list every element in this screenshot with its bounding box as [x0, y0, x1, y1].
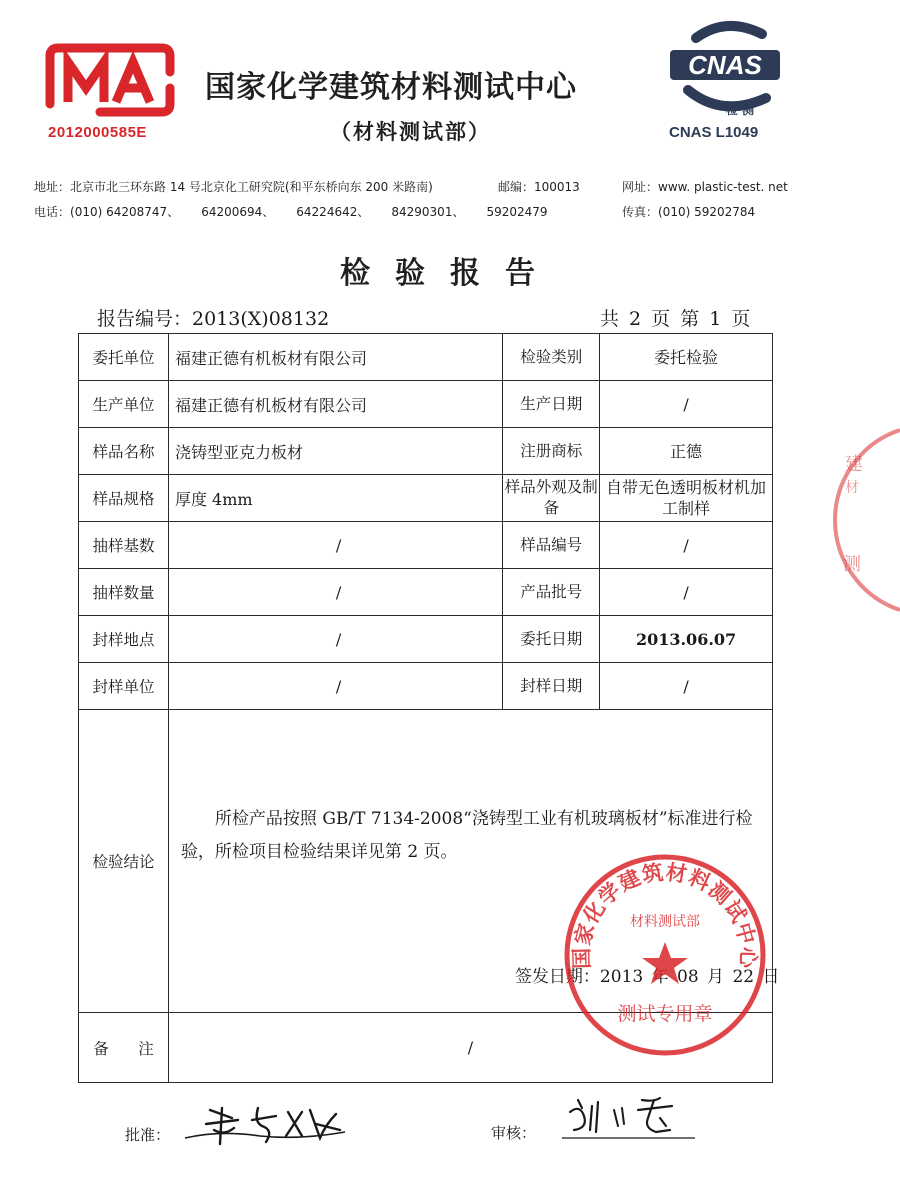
- phone-number: 64200694、: [201, 205, 275, 219]
- field-value: /: [600, 663, 773, 710]
- svg-text:建: 建: [845, 454, 863, 475]
- field-label: 样品外观及制备: [503, 475, 600, 522]
- conclusion-label: 检验结论: [79, 710, 169, 1013]
- sign-date: 签发日期：2013 年 08 月 22 日: [514, 967, 780, 987]
- phone-label: 电话：: [34, 205, 71, 219]
- remark-value: /: [168, 1013, 772, 1083]
- field-value: /: [168, 616, 502, 663]
- field-value: 自带无色透明板材机加工制样: [600, 475, 773, 522]
- field-label: 样品名称: [79, 428, 169, 475]
- field-value: 正德: [600, 428, 773, 475]
- field-value: 委托检验: [600, 334, 773, 381]
- cnas-code: CNAS L1049: [669, 124, 759, 141]
- page-count: 共 2 页 第 1 页: [600, 308, 751, 330]
- report-number-label: 报告编号：: [97, 308, 193, 330]
- field-label: 封样日期: [503, 663, 600, 710]
- table-row: [79, 475, 773, 522]
- field-label: 注册商标: [503, 428, 600, 475]
- conclusion-text: 所检产品按照 GB/T 7134-2008“浇铸型工业有机玻璃板材”标准进行检验，所检项目检验结果详见第 2 页。: [180, 809, 753, 862]
- field-value: 福建正德有机板材有限公司: [168, 381, 502, 428]
- field-value: 福建正德有机板材有限公司: [168, 334, 502, 381]
- field-value: /: [600, 569, 773, 616]
- phone-line: [34, 203, 548, 220]
- field-value: 2013.06.07: [600, 616, 773, 663]
- svg-text:材: 材: [845, 480, 859, 496]
- table-row: [79, 334, 773, 381]
- field-label: 生产日期: [503, 381, 600, 428]
- review-label: 审核：: [491, 1124, 537, 1142]
- field-label: 检验类别: [503, 334, 600, 381]
- postcode: 邮编：100013: [498, 180, 580, 194]
- phone-number: 64224642、: [296, 205, 370, 219]
- field-label: 封样地点: [79, 616, 169, 663]
- reviewer-signature: [560, 1090, 700, 1145]
- table-row: [79, 569, 773, 616]
- field-value: /: [168, 522, 502, 569]
- svg-text:检 测: 检 测: [725, 103, 755, 117]
- table-row: [79, 428, 773, 475]
- field-label: 委托单位: [79, 334, 169, 381]
- field-label: 委托日期: [503, 616, 600, 663]
- cma-logo: [40, 42, 180, 118]
- field-label: 生产单位: [79, 381, 169, 428]
- field-value: /: [168, 663, 502, 710]
- phone-number: 84290301、: [391, 205, 465, 219]
- table-row: [79, 663, 773, 710]
- svg-text:测: 测: [843, 554, 861, 575]
- cnas-logo: [666, 18, 784, 118]
- approve-label: 批准：: [125, 1126, 171, 1144]
- table-row: [79, 522, 773, 569]
- org-subtitle: （材料测试部）: [330, 120, 491, 144]
- approver-signature: [180, 1100, 350, 1150]
- field-label: 抽样基数: [79, 522, 169, 569]
- report-number-value: 2013(X)08132: [192, 308, 330, 330]
- field-value: 浇铸型亚克力板材: [168, 428, 502, 475]
- website: 网址：www. plastic-test. net: [622, 180, 788, 194]
- seal-bottom-text: 测试专用章: [617, 1003, 713, 1025]
- field-label: 样品编号: [503, 522, 600, 569]
- org-title: 国家化学建筑材料测试中心: [205, 70, 577, 105]
- field-value: /: [600, 381, 773, 428]
- field-label: 样品规格: [79, 475, 169, 522]
- cma-code: 2012000585E: [48, 124, 147, 141]
- seal-star-icon: [642, 942, 688, 984]
- document-title: 检验报告: [340, 256, 560, 291]
- fax: 传真：(010) 59202784: [622, 205, 756, 219]
- seal-ring-text: 国家化学建筑材料测试中心: [569, 860, 761, 970]
- remark-label: 备 注: [79, 1013, 169, 1083]
- field-label: 封样单位: [79, 663, 169, 710]
- address-line: 地址：北京市北三环东路 14 号北京化工研究院(和平东桥向东 200 米路南): [34, 180, 433, 194]
- phone-number: 59202479: [486, 205, 548, 219]
- field-value: /: [600, 522, 773, 569]
- field-value: 厚度 4mm: [168, 475, 502, 522]
- phone-number: (010) 64208747、: [70, 205, 180, 219]
- field-label: 抽样数量: [79, 569, 169, 616]
- table-row: [79, 616, 773, 663]
- edge-seal-fragment: [825, 420, 900, 620]
- official-seal: [560, 850, 770, 1060]
- seal-inner-text: 材料测试部: [630, 914, 700, 930]
- field-label: 产品批号: [503, 569, 600, 616]
- table-row: [79, 381, 773, 428]
- field-value: /: [168, 569, 502, 616]
- report-number: [97, 304, 329, 331]
- svg-text:CNAS: CNAS: [688, 50, 762, 80]
